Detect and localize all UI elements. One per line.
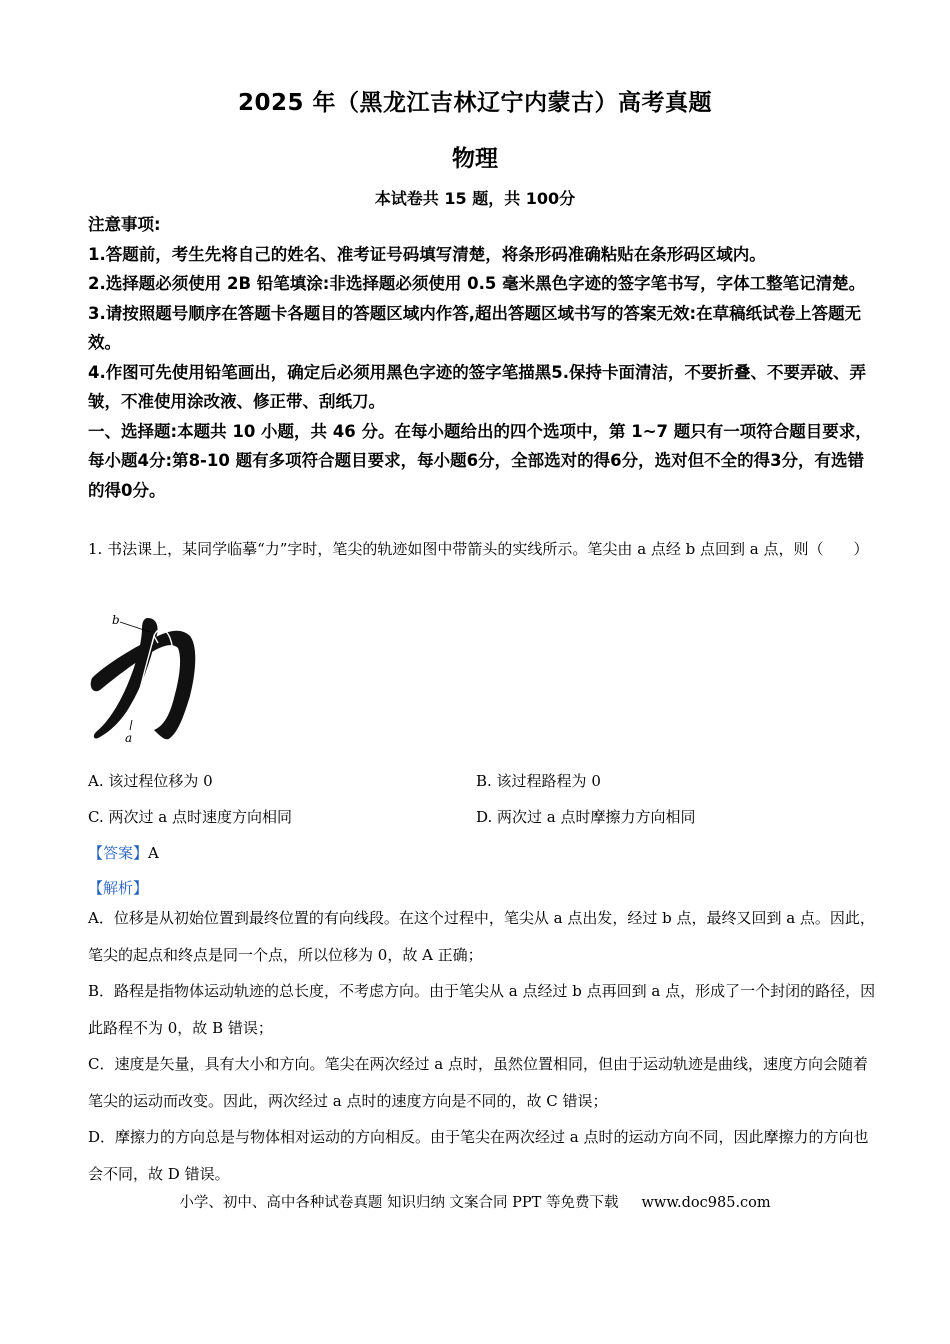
label-b: b bbox=[112, 613, 120, 627]
analysis-paragraph: A．位移是从初始位置到最终位置的有向线段。在这个过程中，笔尖从 a 点出发，经过 b 点，最终又回到 a 点。因此，笔尖的起点和终点是同一个点，所以位移为 0，故 A 正确； bbox=[88, 909, 875, 964]
calligraphy-figure bbox=[86, 606, 202, 746]
section-heading: 一、选择题:本题共 10 小题，共 46 分。在每小题给出的四个选项中，第 1~7 题只有一项符合题目要求，每小题4分:第8-10 题有多项符合题目要求，每小题6分，全部选对的得6分，选对但不全的得3分，有选错的得0分。 bbox=[88, 421, 872, 500]
analysis-block bbox=[88, 900, 878, 1192]
notice-item: 3.请按照题号顺序在答题卡各题目的答题区域内作答,超出答题区域书写的答案无效:在草稿纸试卷上答题无效。 bbox=[88, 303, 862, 352]
footer-text: 小学、初中、高中各种试卷真题 知识归纳 文案合同 PPT 等免费下载 bbox=[179, 1195, 619, 1211]
notice-item: 1.答题前，考生先将自己的姓名、准考证号码填写清楚，将条形码准确粘贴在条形码区域内。 bbox=[88, 244, 766, 264]
notice-item: 2.选择题必须使用 2B 铅笔填涂:非选择题必须使用 0.5 毫米黑色字迹的签字笔书写，字体工整笔记清楚。 bbox=[88, 274, 866, 293]
question-stem bbox=[88, 531, 878, 567]
exam-title: 2025 年（黑龙江吉林辽宁内蒙古）高考真题 bbox=[237, 90, 713, 116]
analysis-paragraph: D．摩擦力的方向总是与物体相对运动的方向相反。由于笔尖在两次经过 a 点时的运动方向不同，因此摩擦力的方向也会不同，故 D 错误。 bbox=[88, 1128, 869, 1183]
question-1-stem: 1. 书法课上，某同学临摹“力”字时，笔尖的轨迹如图中带箭头的实线所示。笔尖由 a 点经 b 点回到 a 点，则（ ） bbox=[88, 540, 869, 558]
subject-title: 物理 bbox=[452, 146, 498, 172]
option-d: D. 两次过 a 点时摩擦力方向相同 bbox=[476, 808, 696, 826]
notice-block bbox=[88, 210, 878, 505]
answer-value: A bbox=[148, 844, 159, 862]
option-c: C. 两次过 a 点时速度方向相同 bbox=[88, 808, 292, 826]
li-character-trajectory bbox=[86, 606, 202, 746]
answer-tag: 【答案】 bbox=[88, 844, 149, 862]
option-a: A. 该过程位移为 0 bbox=[88, 772, 213, 790]
answer-line bbox=[88, 842, 159, 863]
footer-url[interactable]: www.doc985.com bbox=[641, 1195, 771, 1211]
notice-item: 4.作图可先使用铅笔画出，确定后必须用黑色字迹的签字笔描黑5.保持卡面清洁，不要折叠、不要弄破、弄皱，不准使用涂改液、修正带、刮纸刀。 bbox=[88, 362, 866, 411]
label-a: a bbox=[125, 731, 133, 745]
analysis-paragraph: B．路程是指物体运动轨迹的总长度，不考虑方向。由于笔尖从 a 点经过 b 点再回到 a 点，形成了一个封闭的路径，因此路程不为 0，故 B 错误； bbox=[88, 982, 876, 1037]
analysis-tag: 【解析】 bbox=[88, 879, 149, 897]
analysis-paragraph: C．速度是矢量，具有大小和方向。笔尖在两次经过 a 点时，虽然位置相同，但由于运动轨迹是曲线，速度方向会随着笔尖的运动而改变。因此，两次经过 a 点时的速度方向是不同的，故 C 错误； bbox=[88, 1055, 868, 1110]
notice-heading: 注意事项: bbox=[88, 215, 161, 234]
exam-summary: 本试卷共 15 题，共 100分 bbox=[374, 189, 576, 208]
option-b: B. 该过程路程为 0 bbox=[476, 772, 601, 790]
page-footer bbox=[0, 1191, 950, 1212]
analysis-line bbox=[88, 877, 148, 898]
